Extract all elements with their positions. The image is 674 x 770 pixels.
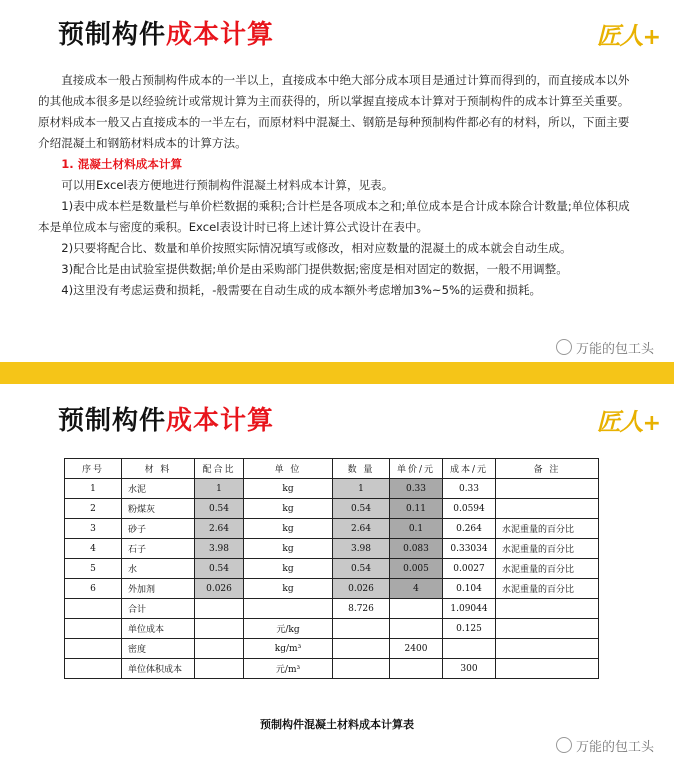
header-cell: 配合比: [195, 459, 244, 479]
table-row: [65, 539, 599, 559]
table-cell: 5: [65, 559, 122, 579]
header-cell: 备 注: [496, 459, 599, 479]
table-cell: kg: [244, 559, 333, 579]
table-cell: [496, 659, 599, 679]
table-cell: [195, 639, 244, 659]
table-cell: 水泥重量的百分比: [496, 519, 599, 539]
header-cell: 数 量: [333, 459, 390, 479]
table-cell: 0.54: [195, 499, 244, 519]
table-cell: 0.0027: [443, 559, 496, 579]
table-row: [65, 479, 599, 499]
slide-2: [0, 384, 674, 770]
table-cell: 合计: [122, 599, 195, 619]
table-cell: [496, 639, 599, 659]
wechat-icon: [556, 737, 572, 753]
watermark-text: 万能的包工头: [575, 342, 654, 357]
table-cell: [333, 659, 390, 679]
summary-row: [65, 599, 599, 619]
table-cell: [195, 659, 244, 679]
table-cell: 密度: [122, 639, 195, 659]
slide-title: [58, 14, 274, 51]
logo-plus: +: [642, 25, 660, 50]
table-cell: 0.33034: [443, 539, 496, 559]
table-cell: 0.104: [443, 579, 496, 599]
line-4: 4)这里没有考虑运费和损耗，-般需要在自动生成的成本额外考虑增加3%~5%的运费和损耗。: [61, 283, 542, 297]
table-cell: 0.11: [390, 499, 443, 519]
table-cell: 0.1: [390, 519, 443, 539]
header-cell: 单 位: [244, 459, 333, 479]
table-cell: [496, 499, 599, 519]
yellow-divider-band: [0, 362, 674, 384]
table-cell: 2.64: [333, 519, 390, 539]
table-cell: [65, 659, 122, 679]
table-cell: 0.083: [390, 539, 443, 559]
table-row: [65, 559, 599, 579]
table-cell: 0.54: [195, 559, 244, 579]
table-cell: 粉煤灰: [122, 499, 195, 519]
line-1: 1)表中成本栏是数量栏与单价栏数据的乘积;合计栏是各项成本之和;单位成本是合计成本除合计数量;单位体积成本是单位成本与密度的乘积。Excel表设计时已将上述计算公式设计在表中。: [38, 199, 630, 234]
table-header-row: [65, 459, 599, 479]
table-cell: 0.54: [333, 499, 390, 519]
table-cell: [443, 639, 496, 659]
intro-paragraph: 直接成本一般占预制构件成本的一半以上，直接成本中绝大部分成本项目是通过计算而得到的，而直接成本以外的其他成本很多是以经验统计或常规计算为主而获得的，所以掌握直接成本计算对于预制构件的成本计算至关重要。原材料成本一般又占直接成本的一半左右，而原材料中混凝土、钢筋是每种预制构件都必有的材料，所以，下面主要介绍混凝土和钢筋材料成本的计算方法。: [38, 73, 630, 150]
watermark: [556, 736, 654, 755]
title-black-part: 预制构件: [58, 20, 167, 50]
table-row: [65, 499, 599, 519]
table-cell: kg: [244, 479, 333, 499]
table-cell: kg: [244, 579, 333, 599]
table-cell: 4: [65, 539, 122, 559]
table-cell: 0.026: [333, 579, 390, 599]
table-cell: 元/kg: [244, 619, 333, 639]
table-cell: 3.98: [333, 539, 390, 559]
table-cell: 0.0594: [443, 499, 496, 519]
cost-table: [64, 458, 599, 679]
logo-plus: +: [642, 411, 660, 436]
table-cell: 1: [333, 479, 390, 499]
table-cell: kg: [244, 519, 333, 539]
header-cell: 成本/元: [443, 459, 496, 479]
table-row: [65, 519, 599, 539]
table-cell: 1: [65, 479, 122, 499]
title-red-part: 成本计算: [166, 20, 275, 50]
table-cell: 0.026: [195, 579, 244, 599]
table-cell: [390, 599, 443, 619]
brand-logo: [597, 402, 660, 437]
table-cell: [333, 639, 390, 659]
table-cell: 0.33: [443, 479, 496, 499]
table-cell: 元/m³: [244, 659, 333, 679]
watermark: [556, 338, 654, 357]
table-cell: [195, 619, 244, 639]
table-cell: [65, 619, 122, 639]
table-cell: 单位体积成本: [122, 659, 195, 679]
table-cell: [496, 479, 599, 499]
slide-1: [0, 0, 674, 362]
table-cell: 3: [65, 519, 122, 539]
line-2: 2)只要将配合比、数量和单价按照实际情况填写或修改，相对应数量的混凝土的成本就会自动生成。: [61, 241, 572, 255]
table-cell: 2.64: [195, 519, 244, 539]
table-cell: [195, 599, 244, 619]
table-cell: 0.33: [390, 479, 443, 499]
table-cell: [65, 599, 122, 619]
table-cell: 水泥重量的百分比: [496, 539, 599, 559]
summary-row: [65, 639, 599, 659]
table-cell: 单位成本: [122, 619, 195, 639]
wechat-icon: [556, 339, 572, 355]
table-cell: [390, 659, 443, 679]
table-cell: [333, 619, 390, 639]
table-cell: kg: [244, 539, 333, 559]
table-cell: 外加剂: [122, 579, 195, 599]
body-text: [38, 70, 630, 301]
table-cell: kg: [244, 499, 333, 519]
table-cell: 4: [390, 579, 443, 599]
table-cell: [244, 599, 333, 619]
line-3: 3)配合比是由试验室提供数据;单价是由采购部门提供数据;密度是相对固定的数据，一般不用调整。: [61, 262, 568, 276]
table-cell: 水泥重量的百分比: [496, 559, 599, 579]
table-cell: 石子: [122, 539, 195, 559]
table-caption: 预制构件混凝土材料成本计算表: [260, 718, 414, 731]
table-row: [65, 579, 599, 599]
summary-row: [65, 659, 599, 679]
header-cell: 序号: [65, 459, 122, 479]
table-cell: 水: [122, 559, 195, 579]
header-cell: 单价/元: [390, 459, 443, 479]
summary-row: [65, 619, 599, 639]
table-cell: 水泥: [122, 479, 195, 499]
subheading: 1. 混凝土材料成本计算: [61, 157, 183, 171]
header-cell: 材 料: [122, 459, 195, 479]
table-cell: 2400: [390, 639, 443, 659]
logo-text: 匠人: [596, 22, 643, 50]
line-excel: 可以用Excel表方便地进行预制构件混凝土材料成本计算，见表。: [61, 178, 394, 192]
table-cell: 3.98: [195, 539, 244, 559]
table-cell: 0.125: [443, 619, 496, 639]
table-cell: 砂子: [122, 519, 195, 539]
table-cell: 0.005: [390, 559, 443, 579]
table-cell: 0.54: [333, 559, 390, 579]
table-cell: 6: [65, 579, 122, 599]
logo-text: 匠人: [596, 408, 643, 436]
table-cell: [390, 619, 443, 639]
table-cell: 300: [443, 659, 496, 679]
table-cell: 1.09044: [443, 599, 496, 619]
table-cell: [496, 619, 599, 639]
table-cell: 1: [195, 479, 244, 499]
table-cell: [496, 599, 599, 619]
table-cell: 0.264: [443, 519, 496, 539]
table-cell: 8.726: [333, 599, 390, 619]
slide-title: [58, 400, 274, 437]
table-cell: kg/m³: [244, 639, 333, 659]
brand-logo: [597, 16, 660, 51]
table-cell: 水泥重量的百分比: [496, 579, 599, 599]
title-black-part: 预制构件: [58, 406, 167, 436]
table-cell: 2: [65, 499, 122, 519]
watermark-text: 万能的包工头: [575, 740, 654, 755]
title-red-part: 成本计算: [166, 406, 275, 436]
table-cell: [65, 639, 122, 659]
